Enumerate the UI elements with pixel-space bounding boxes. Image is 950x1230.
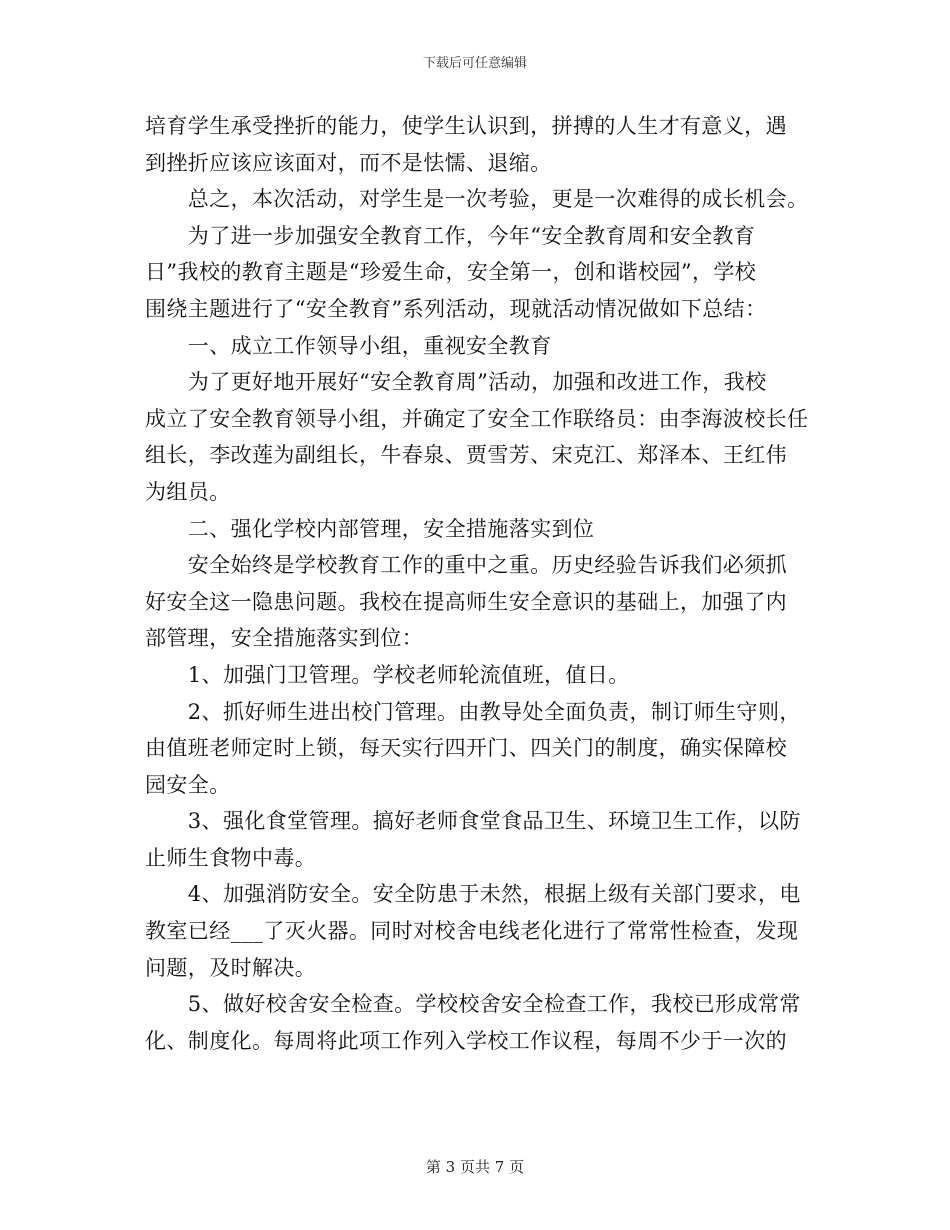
text-line: 安全始终是学校教育工作的重中之重。历史经验告诉我们必须抓 (145, 553, 787, 578)
list-item: 1、加强门卫管理。学校老师轮流值班，值日。 (145, 662, 630, 687)
text-line: 由值班老师定时上锁，每天实行四开门、四关门的制度，确实保障校 (145, 736, 787, 761)
text-line: 止师生食物中毒。 (145, 845, 317, 870)
text-line: 为了进一步加强安全教育工作，今年“安全教育周和安全教育 (145, 223, 756, 248)
text-line: 到挫折应该应该面对，而不是怯懦、退缩。 (145, 150, 552, 175)
list-item: 4、加强消防安全。安全防患于未然，根据上级有关部门要求，电 (145, 882, 801, 907)
list-item: 2、抓好师生进出校门管理。由教导处全面负责，制订师生守则， (145, 699, 801, 724)
list-item: 5、做好校舍安全检查。学校校舍安全检查工作，我校已形成常常 (145, 992, 801, 1017)
text-line: 组长，李改莲为副组长，牛春泉、贾雪芳、宋克江、郑泽本、王红伟 (145, 443, 787, 468)
page-header: 下载后可任意编辑 (422, 56, 527, 71)
text-line: 化、制度化。每周将此项工作列入学校工作议程，每周不少于一次的 (145, 1028, 787, 1053)
text-line: 围绕主题进行了“安全教育”系列活动，现就活动情况做如下总结： (145, 296, 767, 321)
text-line: 成立了安全教育领导小组，并确定了安全工作联络员：由李海波校长任 (145, 406, 809, 431)
text-line: 总之，本次活动，对学生是一次考验，更是一次难得的成长机会。 (145, 187, 809, 212)
text-line: 好安全这一隐患问题。我校在提高师生安全意识的基础上，加强了内 (145, 589, 787, 614)
section-heading: 一、成立工作领导小组，重视安全教育 (145, 333, 552, 358)
text-line: 问题，及时解决。 (145, 955, 317, 980)
text-line: 培育学生承受挫折的能力，使学生认识到，拼搏的人生才有意义，遇 (145, 114, 787, 138)
text-line: 部管理，安全措施落实到位： (145, 626, 424, 651)
list-item: 3、强化食堂管理。搞好老师食堂食品卫生、环境卫生工作，以防 (145, 809, 801, 834)
text-line: 日”我校的教育主题是“珍爱生命，安全第一，创和谐校园”，学校 (145, 260, 757, 285)
text-line: 教室已经___了灭火器。同时对校舍电线老化进行了常常性检查，发现 (145, 919, 799, 944)
text-line: 为了更好地开展好“安全教育周”活动，加强和改进工作，我校 (145, 370, 767, 395)
text-line: 园安全。 (145, 772, 231, 797)
page-footer: 第 3 页共 7 页 (425, 1158, 525, 1176)
section-heading: 二、强化学校内部管理，安全措施落实到位 (145, 516, 595, 541)
text-line: 为组员。 (145, 479, 231, 504)
document-body (145, 108, 815, 1059)
